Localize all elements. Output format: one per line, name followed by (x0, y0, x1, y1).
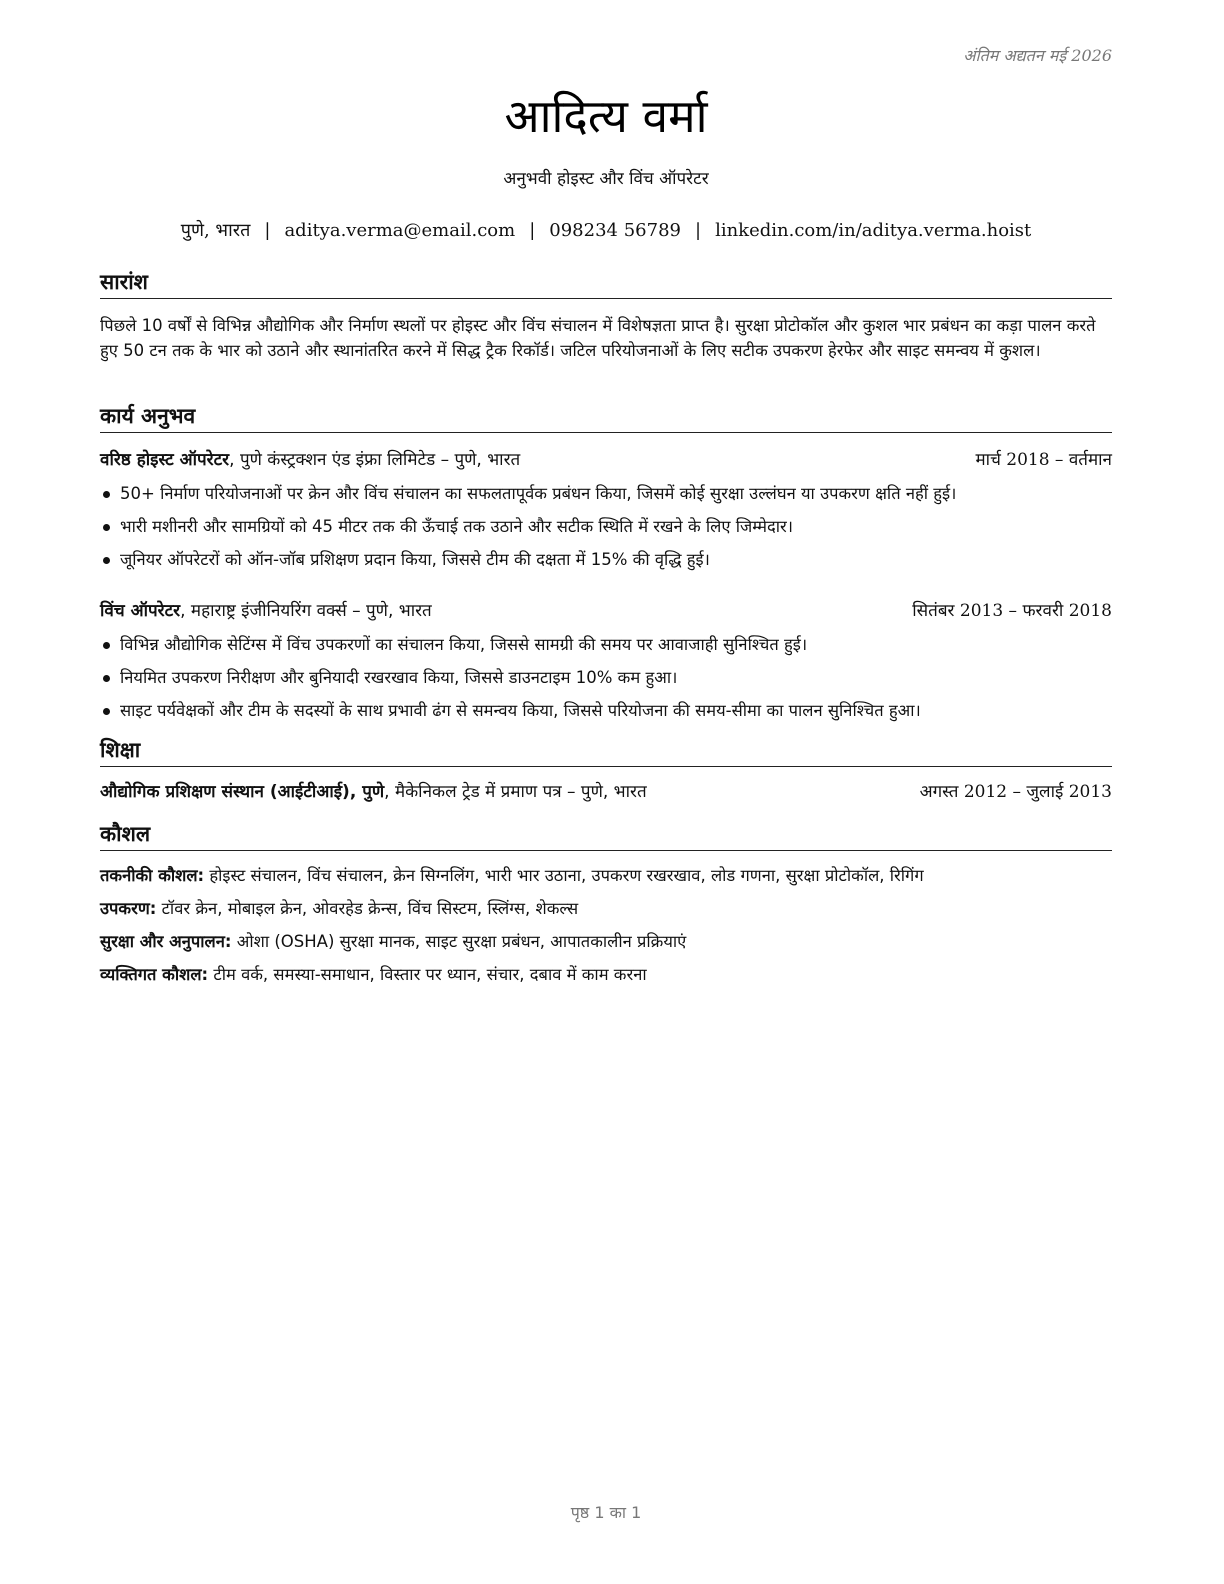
job-role-org (100, 598, 432, 624)
skill-label: तकनीकी कौशल: (100, 866, 205, 885)
job-role-org (100, 447, 520, 473)
job-bullets (100, 628, 1112, 727)
skill-value: टीम वर्क, समस्या-समाधान, विस्तार पर ध्यान, संचार, दबाव में काम करना (208, 965, 647, 984)
skill-label: व्यक्तिगत कौशल: (100, 965, 209, 984)
section-title-education: शिक्षा (100, 736, 1112, 767)
contact-location: पुणे, भारत (180, 220, 251, 241)
contact-linkedin[interactable]: linkedin.com/in/aditya.verma.hoist (715, 220, 1032, 241)
candidate-title: अनुभवी होइस्ट और विंच ऑपरेटर (503, 169, 709, 189)
education-section (100, 736, 1112, 805)
page-number: पृष्ठ 1 का 1 (570, 1503, 642, 1522)
job-header (100, 598, 1112, 624)
skill-value: टॉवर क्रेन, मोबाइल क्रेन, ओवरहेड क्रेन्स, विंच सिस्टम, स्लिंग्स, शेकल्स (156, 899, 579, 918)
education-institution-detail (100, 779, 647, 805)
education-detail: , मैकेनिकल ट्रेड में प्रमाण पत्र – पुणे, भारत (384, 782, 647, 802)
contact-separator: | (694, 220, 702, 241)
job-bullet: नियमित उपकरण निरीक्षण और बुनियादी रखरखाव किया, जिससे डाउनटाइम 10% कम हुआ। (100, 661, 1112, 694)
section-title-experience: कार्य अनुभव (100, 402, 1112, 433)
contact-phone: 098234 56789 (549, 220, 681, 241)
summary-text: पिछले 10 वर्षों से विभिन्न औद्योगिक और निर्माण स्थलों पर होइस्ट और विंच संचालन में विशेषज्ञता प्राप्त है। सुरक्षा प्रोटोकॉल और कुशल भार प्रबंधन का कड़ा पालन करते हुए 50 टन तक के भार को उठाने और स्थानांतरित करने में सिद्ध ट्रैक रिकॉर्ड। जटिल परियोजनाओं के लिए सटीक उपकरण हेरफेर और साइट समन्वय में कुशल। (100, 316, 1096, 360)
job-header (100, 447, 1112, 473)
skill-row (100, 859, 1112, 892)
job-entry (100, 447, 1112, 576)
skill-label: सुरक्षा और अनुपालन: (100, 932, 232, 951)
skills-list (100, 859, 1112, 991)
candidate-name: आदित्य वर्मा (504, 89, 708, 143)
job-bullet: साइट पर्यवेक्षकों और टीम के सदस्यों के साथ प्रभावी ढंग से समन्वय किया, जिससे परियोजना की समय-सीमा का पालन सुनिश्चित हुआ। (100, 694, 1112, 727)
section-title-summary: सारांश (100, 268, 1112, 299)
contact-line (100, 218, 1112, 242)
skill-row (100, 892, 1112, 925)
skill-row (100, 925, 1112, 958)
skill-value: होइस्ट संचालन, विंच संचालन, क्रेन सिग्नलिंग, भारी भार उठाना, उपकरण रखरखाव, लोड गणना, सुरक्षा प्रोटोकॉल, रिगिंग (204, 866, 924, 885)
resume-page (100, 0, 1112, 1584)
job-bullets (100, 477, 1112, 576)
job-bullet: विभिन्न औद्योगिक सेटिंग्स में विंच उपकरणों का संचालन किया, जिससे सामग्री की समय पर आवाजाही सुनिश्चित हुई। (100, 628, 1112, 661)
contact-separator: | (529, 220, 536, 241)
job-bullet: जूनियर ऑपरेटरों को ऑन-जॉब प्रशिक्षण प्रदान किया, जिससे टीम की दक्षता में 15% की वृद्धि हुई। (100, 543, 1112, 576)
education-entry (100, 779, 1112, 805)
education-dates: अगस्त 2012 – जुलाई 2013 (919, 782, 1112, 802)
contact-email[interactable]: aditya.verma@email.com (284, 220, 516, 241)
skill-value: ओशा (OSHA) सुरक्षा मानक, साइट सुरक्षा प्रबंधन, आपातकालीन प्रक्रियाएं (231, 932, 687, 951)
contact-separator: | (264, 220, 271, 241)
job-dates: सितंबर 2013 – फरवरी 2018 (912, 601, 1112, 621)
job-bullet: भारी मशीनरी और सामग्रियों को 45 मीटर तक की ऊँचाई तक उठाने और सटीक स्थिति में रखने के लिए जिम्मेदार। (100, 510, 1112, 543)
skill-label: उपकरण: (100, 899, 157, 918)
job-role: वरिष्ठ होइस्ट ऑपरेटर (100, 450, 230, 470)
job-entry (100, 598, 1112, 727)
experience-section (100, 402, 1112, 727)
job-dates: मार्च 2018 – वर्तमान (975, 450, 1112, 470)
education-institution: औद्योगिक प्रशिक्षण संस्थान (आईटीआई), पुणे (100, 782, 385, 802)
summary-section (100, 268, 1112, 363)
job-org: , महाराष्ट्र इंजीनियरिंग वर्क्स – पुणे, भारत (180, 601, 432, 621)
skill-row (100, 958, 1112, 991)
job-bullet: 50+ निर्माण परियोजनाओं पर क्रेन और विंच संचालन का सफलतापूर्वक प्रबंधन किया, जिसमें कोई सुरक्षा उल्लंघन या उपकरण क्षति नहीं हुई। (100, 477, 1112, 510)
last-updated: अंतिम अद्यतन मई 2026 (963, 46, 1112, 65)
section-title-skills: कौशल (100, 820, 1112, 851)
job-role: विंच ऑपरेटर (100, 601, 181, 621)
skills-section (100, 820, 1112, 991)
job-org: , पुणे कंस्ट्रक्शन एंड इंफ्रा लिमिटेड – पुणे, भारत (229, 450, 521, 470)
